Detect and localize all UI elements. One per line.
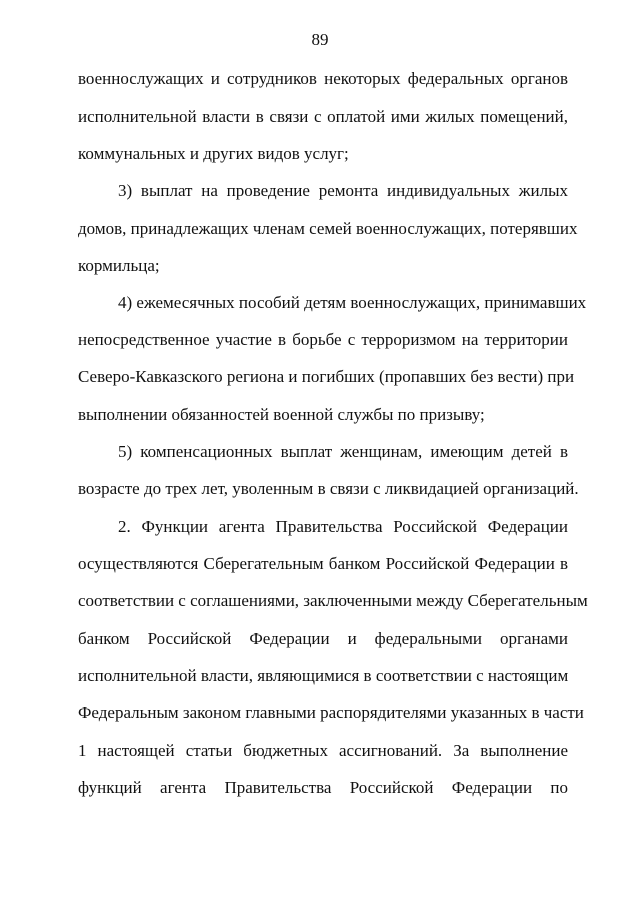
text-line: выполнении обязанностей военной службы по призыву; bbox=[78, 405, 485, 424]
text-line: 1 настоящей статьи бюджетных ассигнований. За выполнение bbox=[78, 741, 568, 760]
text-line: Федеральным законом главными распорядителями указанных в части bbox=[78, 703, 584, 722]
text-line: осуществляются Сберегательным банком Российской Федерации в bbox=[78, 554, 568, 573]
text-line: непосредственное участие в борьбе с терроризмом на территории bbox=[78, 330, 568, 349]
text-line: соответствии с соглашениями, заключенными между Сберегательным bbox=[78, 591, 588, 610]
text-line: 2. Функции агента Правительства Российской Федерации bbox=[118, 517, 568, 536]
text-line: исполнительной власти в связи с оплатой ими жилых помещений, bbox=[78, 107, 568, 126]
text-line: военнослужащих и сотрудников некоторых федеральных органов bbox=[78, 69, 568, 88]
text-line: 5) компенсационных выплат женщинам, имеющим детей в bbox=[118, 442, 568, 461]
text-line: 4) ежемесячных пособий детям военнослужащих, принимавших bbox=[118, 293, 587, 312]
text-line: возрасте до трех лет, уволенным в связи с ликвидацией организаций. bbox=[78, 479, 579, 498]
text-line: исполнительной власти, являющимися в соответствии с настоящим bbox=[78, 666, 569, 685]
text-line: 3) выплат на проведение ремонта индивидуальных жилых bbox=[118, 181, 568, 200]
page-number: 89 bbox=[311, 30, 329, 49]
text-line: Северо-Кавказского региона и погибших (пропавших без вести) при bbox=[78, 367, 575, 386]
text-line: банком Российской Федерации и федеральными органами bbox=[78, 629, 568, 648]
text-line: домов, принадлежащих членам семей военнослужащих, потерявших bbox=[78, 219, 578, 238]
text-line: кормильца; bbox=[78, 256, 160, 275]
text-line: коммунальных и других видов услуг; bbox=[78, 144, 349, 163]
text-line: функций агента Правительства Российской Федерации по bbox=[78, 778, 568, 797]
